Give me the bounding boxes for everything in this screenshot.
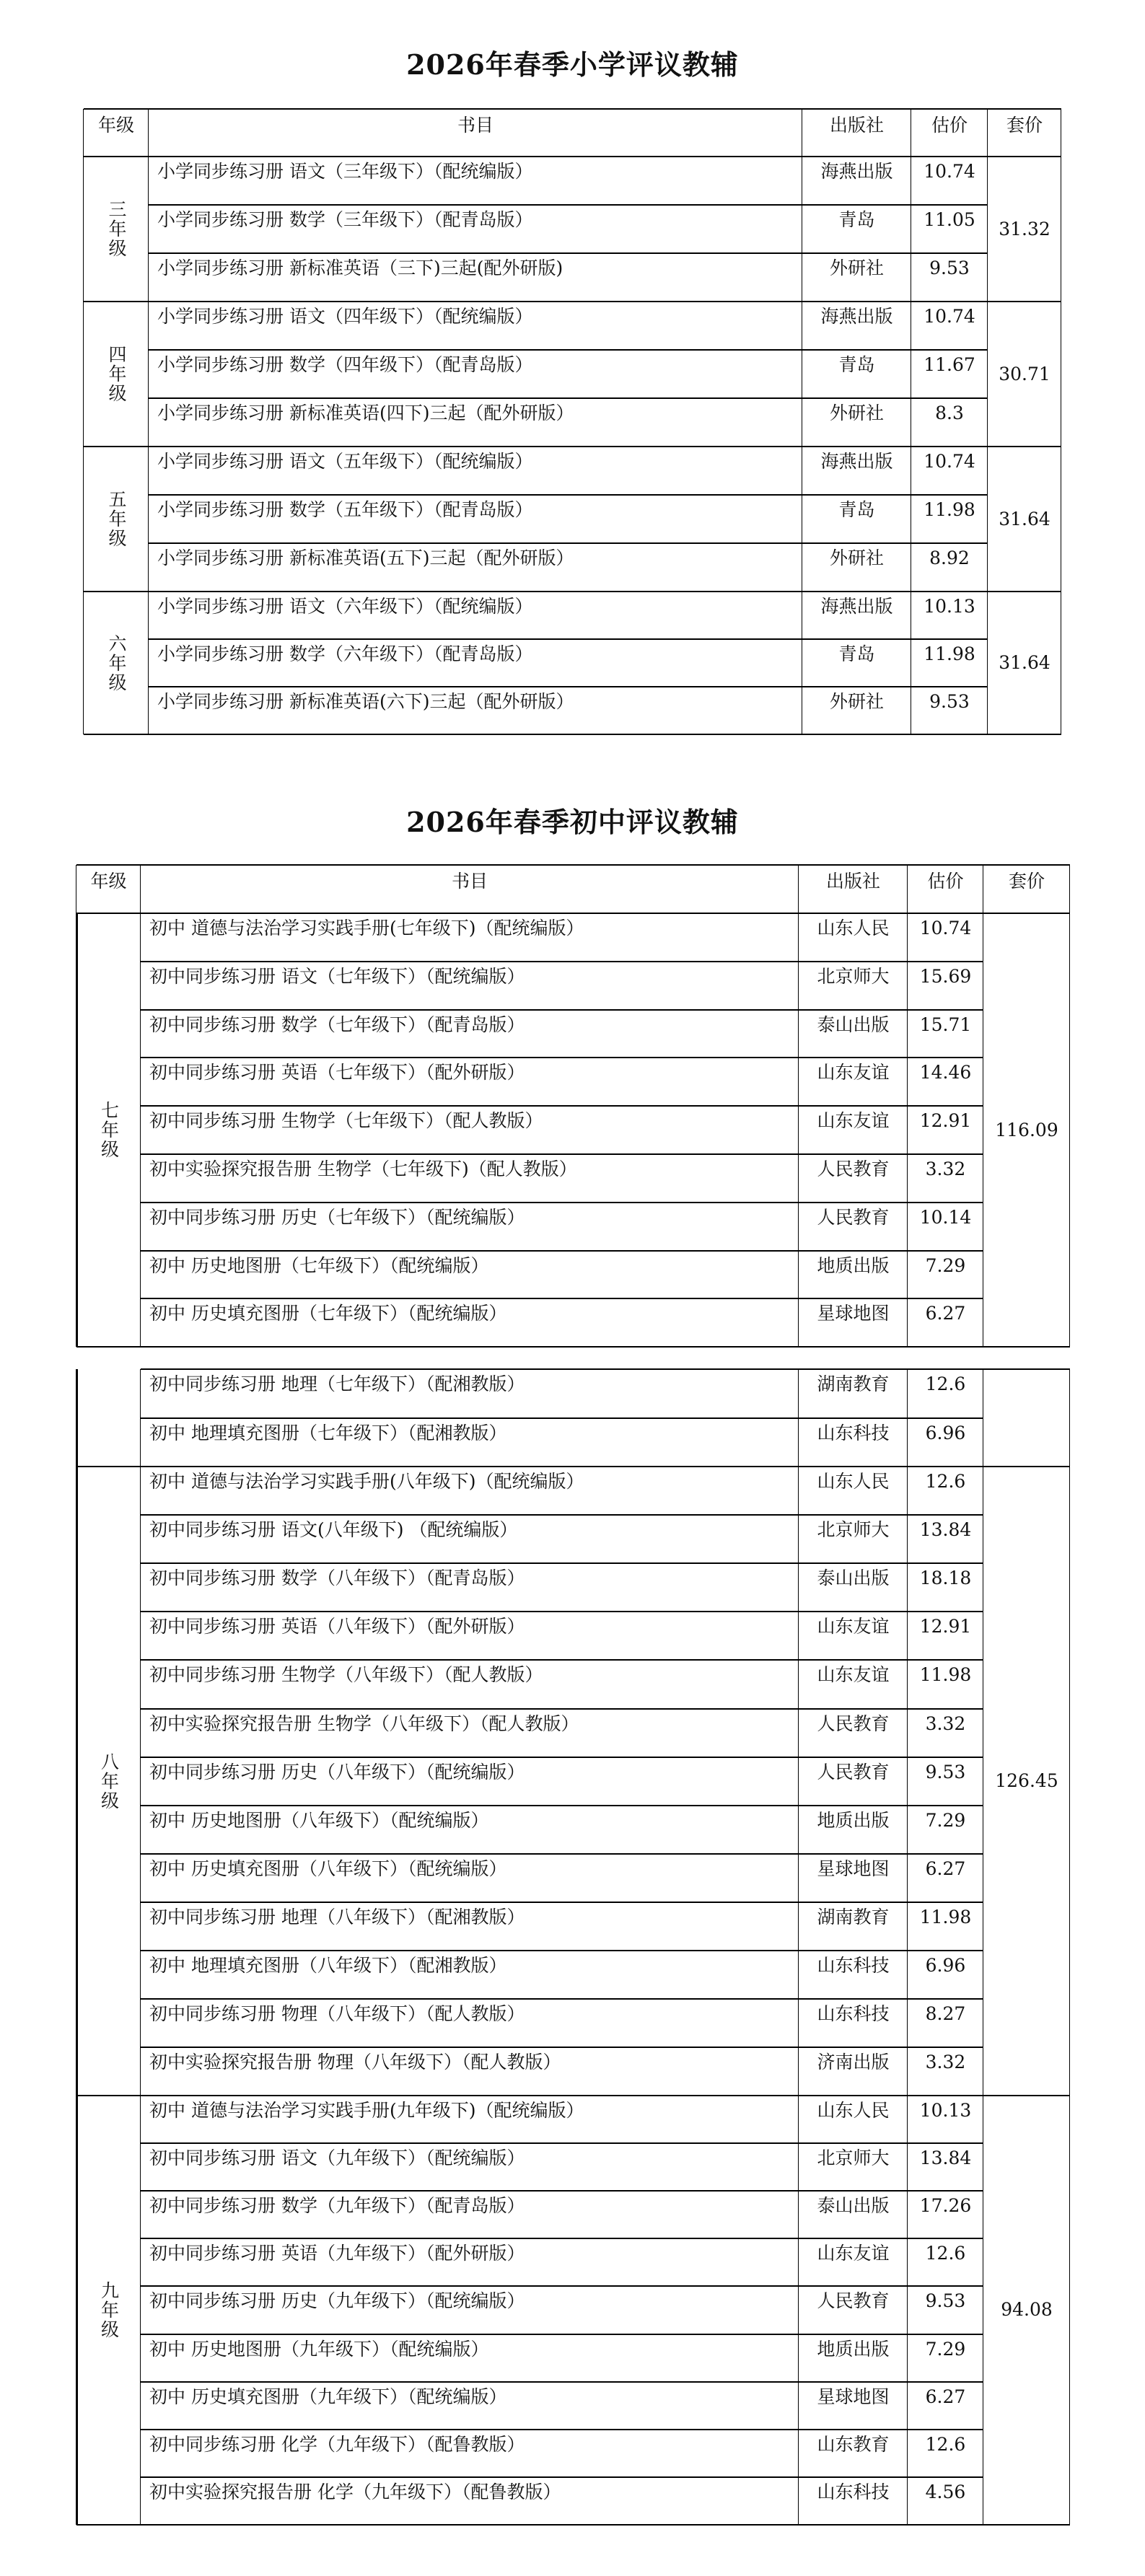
table-rule: [141, 1057, 983, 1058]
price-cell: 7.29: [925, 2338, 966, 2360]
header-publisher: 出版社: [825, 871, 880, 892]
price-cell: 9.53: [929, 691, 970, 712]
book-title-cell: 初中 道德与法治学习实践手册(九年级下)（配统编版）: [149, 2100, 584, 2121]
publisher-cell: 山东友谊: [817, 1110, 890, 1132]
price-cell: 14.46: [919, 1062, 972, 1083]
grade-label: 九年级: [98, 2280, 120, 2339]
table-rule: [149, 204, 988, 206]
publisher-cell: 星球地图: [817, 2386, 890, 2407]
price-cell: 6.27: [925, 2386, 966, 2407]
set-price-cell: [983, 1369, 1070, 1467]
publisher-cell: 青岛: [838, 209, 875, 230]
primary-table-title: 2026年春季小学评议教辅: [406, 48, 739, 81]
table-rule: [141, 1708, 983, 1710]
table-rule: [907, 2096, 908, 2525]
grade-label: 五年级: [106, 490, 127, 548]
table-rule: [83, 157, 84, 302]
publisher-cell: 海燕出版: [820, 596, 893, 617]
table-rule: [76, 913, 78, 1347]
book-title-cell: 初中同步练习册 历史（九年级下）（配统编版）: [149, 2290, 525, 2312]
table-rule: [149, 638, 988, 640]
book-title-cell: 初中同步练习册 生物学（七年级下）（配人教版）: [149, 1110, 543, 1132]
book-title-cell: 初中同步练习册 化学（九年级下）（配鲁教版）: [149, 2433, 525, 2455]
publisher-cell: 北京师大: [817, 1519, 890, 1541]
book-title-cell: 初中 历史地图册（八年级下）（配统编版）: [149, 1809, 489, 1831]
table-rule: [149, 349, 988, 351]
price-cell: 3.32: [925, 1713, 966, 1734]
book-title-cell: 小学同步练习册 语文（六年级下）（配统编版）: [157, 596, 533, 617]
publisher-cell: 星球地图: [817, 1858, 890, 1879]
publisher-cell: 泰山出版: [817, 2195, 890, 2217]
table-rule: [987, 302, 988, 447]
table-rule: [141, 2429, 983, 2430]
header-price: 估价: [927, 871, 964, 892]
header-set-price: 套价: [1008, 871, 1045, 892]
table-rule: [141, 1009, 983, 1011]
publisher-cell: 泰山出版: [817, 1568, 890, 1589]
grade-label: 六年级: [106, 633, 127, 693]
book-title-cell: 初中实验探究报告册 生物学（八年级下）（配人教版）: [149, 1713, 579, 1734]
header-set-price: 套价: [1006, 115, 1043, 136]
price-cell: 10.13: [924, 596, 975, 617]
table-rule: [141, 1298, 983, 1299]
table-rule: [141, 1417, 983, 1419]
price-cell: 8.92: [929, 548, 970, 568]
publisher-cell: 外研社: [829, 403, 884, 423]
table-rule: [141, 1514, 983, 1516]
set-price-cell: 31.64: [999, 652, 1050, 673]
table-rule: [907, 865, 908, 913]
table-rule: [148, 592, 149, 734]
price-cell: 10.13: [919, 2100, 972, 2121]
book-title-cell: 初中 道德与法治学习实践手册(八年级下)（配统编版）: [149, 1471, 584, 1492]
table-rule: [1069, 1467, 1070, 2096]
table-rule: [149, 494, 988, 496]
header-grade: 年级: [90, 871, 127, 892]
table-rule: [141, 1853, 983, 1855]
table-rule: [83, 592, 84, 734]
table-rule: [84, 734, 1061, 735]
publisher-cell: 人民教育: [817, 1159, 890, 1179]
table-rule: [141, 2381, 983, 2383]
table-rule: [141, 1105, 983, 1107]
publisher-cell: 人民教育: [817, 2290, 890, 2312]
table-rule: [76, 1346, 1070, 1348]
publisher-cell: 山东人民: [817, 2100, 890, 2121]
price-cell: 10.74: [924, 306, 975, 327]
header-book: 书目: [457, 115, 493, 136]
publisher-cell: 地质出版: [817, 1809, 890, 1831]
table-rule: [1069, 865, 1070, 913]
table-rule: [141, 1659, 983, 1661]
set-price-cell: 94.08: [1001, 2299, 1053, 2321]
book-title-cell: 小学同步练习册 语文（五年级下）（配统编版）: [157, 451, 533, 472]
table-rule: [140, 1369, 141, 1467]
price-cell: 11.05: [924, 209, 975, 230]
book-title-cell: 小学同步练习册 语文（三年级下）（配统编版）: [157, 161, 533, 182]
header-grade: 年级: [97, 115, 134, 136]
publisher-cell: 青岛: [838, 643, 875, 664]
book-title-cell: 初中 历史填充图册（七年级下）（配统编版）: [149, 1303, 507, 1324]
set-price-cell: 31.64: [999, 508, 1050, 529]
price-cell: 11.98: [924, 499, 975, 520]
table-rule: [141, 1250, 983, 1252]
price-cell: 7.29: [925, 1809, 966, 1831]
grade-cell: [84, 447, 149, 592]
publisher-cell: 外研社: [829, 258, 884, 278]
table-rule: [140, 913, 141, 1347]
book-title-cell: 初中同步练习册 生物学（八年级下）（配人教版）: [149, 1664, 543, 1686]
price-cell: 6.27: [925, 1858, 966, 1879]
book-title-cell: 初中实验探究报告册 物理（八年级下）（配人教版）: [149, 2052, 561, 2073]
price-cell: 17.26: [919, 2195, 972, 2217]
grade-cell: [76, 913, 141, 1347]
price-cell: 6.96: [925, 1422, 966, 1443]
book-title-cell: 初中 历史地图册（七年级下）（配统编版）: [149, 1254, 489, 1276]
price-cell: 12.6: [925, 1373, 966, 1394]
book-title-cell: 小学同步练习册 新标准英语（三下)三起(配外研版): [157, 258, 563, 278]
table-rule: [76, 1369, 78, 1467]
table-rule: [141, 2476, 983, 2478]
table-rule: [907, 1467, 908, 2096]
price-cell: 12.6: [925, 1471, 966, 1492]
publisher-cell: 北京师大: [817, 965, 890, 987]
price-cell: 18.18: [919, 1568, 972, 1589]
table-rule: [141, 2285, 983, 2287]
book-title-cell: 初中同步练习册 数学（七年级下）（配青岛版）: [149, 1014, 525, 1035]
table-rule: [149, 686, 988, 687]
publisher-cell: 山东科技: [817, 1422, 890, 1443]
book-title-cell: 小学同步练习册 语文（四年级下）（配统编版）: [157, 306, 533, 327]
book-title-cell: 小学同步练习册 数学（六年级下）（配青岛版）: [157, 643, 533, 664]
publisher-cell: 山东友谊: [817, 1616, 890, 1638]
publisher-cell: 海燕出版: [820, 161, 893, 182]
book-title-cell: 初中实验探究报告册 生物学（七年级下)（配人教版）: [149, 1159, 577, 1179]
book-title-cell: 初中实验探究报告册 化学（九年级下）（配鲁教版）: [149, 2481, 561, 2502]
publisher-cell: 外研社: [829, 691, 884, 712]
publisher-cell: 人民教育: [817, 1761, 890, 1782]
grade-cell: [76, 1369, 141, 1467]
book-title-cell: 初中同步练习册 语文(八年级下) （配统编版）: [149, 1519, 518, 1541]
price-cell: 8.27: [925, 2003, 966, 2025]
header-price: 估价: [931, 115, 968, 136]
table-rule: [141, 1562, 983, 1564]
book-title-cell: 初中 历史填充图册（八年级下）（配统编版）: [149, 1858, 507, 1879]
book-title-cell: 小学同步练习册 新标准英语(五下)三起（配外研版）: [157, 548, 574, 568]
book-title-cell: 初中同步练习册 英语（八年级下）（配外研版）: [149, 1616, 525, 1638]
price-cell: 8.3: [935, 403, 964, 423]
book-title-cell: 初中同步练习册 物理（八年级下）（配人教版）: [149, 2003, 525, 2025]
publisher-cell: 北京师大: [817, 2148, 890, 2169]
grade-cell: [76, 2096, 141, 2525]
table-rule: [83, 302, 84, 447]
publisher-cell: 青岛: [838, 499, 875, 520]
publisher-cell: 人民教育: [817, 1713, 890, 1734]
table-rule: [148, 302, 149, 447]
publisher-cell: 山东科技: [817, 2003, 890, 2025]
price-cell: 10.74: [924, 161, 975, 182]
table-rule: [141, 2142, 983, 2144]
price-cell: 12.6: [925, 2243, 966, 2264]
set-price-cell: 126.45: [995, 1770, 1058, 1792]
table-rule: [798, 2096, 799, 2525]
table-rule: [141, 1998, 983, 2000]
publisher-cell: 青岛: [838, 354, 875, 375]
table-rule: [83, 447, 84, 592]
publisher-cell: 海燕出版: [820, 306, 893, 327]
table-rule: [141, 1902, 983, 1903]
set-price-cell: 116.09: [995, 1119, 1058, 1140]
publisher-cell: 人民教育: [817, 1206, 890, 1228]
publisher-cell: 湖南教育: [817, 1373, 890, 1394]
table-rule: [141, 961, 983, 962]
table-rule: [83, 109, 84, 157]
table-rule: [141, 1950, 983, 1951]
price-cell: 12.91: [919, 1110, 972, 1132]
table-rule: [798, 1369, 799, 1467]
table-rule: [148, 157, 149, 302]
publisher-cell: 海燕出版: [820, 451, 893, 472]
book-title-cell: 初中同步练习册 历史（七年级下）（配统编版）: [149, 1206, 525, 1228]
price-cell: 6.27: [925, 1303, 966, 1324]
grade-cell: [84, 302, 149, 447]
price-cell: 7.29: [925, 1254, 966, 1276]
table-rule: [141, 1757, 983, 1758]
set-price-cell: 30.71: [999, 363, 1050, 384]
book-title-cell: 初中 地理填充图册（八年级下）（配湘教版）: [149, 1955, 507, 1976]
grade-label: 七年级: [98, 1101, 120, 1160]
book-title-cell: 初中同步练习册 语文（九年级下）（配统编版）: [149, 2148, 525, 2169]
set-price-cell: 31.32: [999, 218, 1050, 239]
table-rule: [148, 109, 149, 157]
book-title-cell: 初中同步练习册 地理（七年级下）（配湘教版）: [149, 1373, 525, 1394]
price-cell: 11.98: [924, 643, 975, 664]
table-rule: [1069, 913, 1070, 1347]
grade-label: 三年级: [106, 200, 127, 258]
table-rule: [141, 1611, 983, 1612]
book-title-cell: 小学同步练习册 数学（四年级下）（配青岛版）: [157, 354, 533, 375]
book-title-cell: 初中同步练习册 英语（七年级下）（配外研版）: [149, 1062, 525, 1083]
price-cell: 12.6: [925, 2433, 966, 2455]
price-cell: 3.32: [925, 1159, 966, 1179]
book-title-cell: 初中同步练习册 英语（九年级下）（配外研版）: [149, 2243, 525, 2264]
publisher-cell: 泰山出版: [817, 1014, 890, 1035]
book-title-cell: 初中 历史地图册（九年级下）（配统编版）: [149, 2338, 489, 2360]
table-rule: [141, 2047, 983, 2048]
table-rule: [798, 865, 799, 913]
grade-cell: [84, 592, 149, 734]
price-cell: 9.53: [925, 1761, 966, 1782]
price-cell: 6.96: [925, 1955, 966, 1976]
publisher-cell: 山东人民: [817, 918, 890, 938]
price-cell: 11.67: [924, 354, 975, 375]
price-cell: 15.71: [919, 1014, 972, 1035]
grade-cell: [84, 157, 149, 302]
price-cell: 9.53: [929, 258, 970, 278]
table-rule: [987, 157, 988, 302]
header-book: 书目: [451, 871, 488, 892]
table-rule: [987, 447, 988, 592]
table-rule: [141, 2334, 983, 2335]
table-rule: [141, 1202, 983, 1203]
book-title-cell: 初中同步练习册 数学（八年级下）（配青岛版）: [149, 1568, 525, 1589]
publisher-cell: 外研社: [829, 548, 884, 568]
table-rule: [76, 2096, 78, 2525]
grade-cell: [76, 1467, 141, 2096]
book-title-cell: 初中 地理填充图册（七年级下）（配湘教版）: [149, 1422, 507, 1443]
table-rule: [140, 865, 141, 913]
publisher-cell: 山东友谊: [817, 2243, 890, 2264]
price-cell: 9.53: [925, 2290, 966, 2312]
table-rule: [798, 1467, 799, 2096]
price-cell: 10.74: [919, 918, 972, 938]
table-rule: [141, 1153, 983, 1155]
price-cell: 15.69: [919, 965, 972, 987]
price-cell: 12.91: [919, 1616, 972, 1638]
book-title-cell: 小学同步练习册 新标准英语(四下)三起（配外研版）: [157, 403, 574, 423]
price-cell: 11.98: [919, 1664, 972, 1686]
publisher-cell: 湖南教育: [817, 1906, 890, 1927]
publisher-cell: 山东教育: [817, 2433, 890, 2455]
book-title-cell: 初中 历史填充图册（九年级下）（配统编版）: [149, 2386, 507, 2407]
table-rule: [149, 252, 988, 254]
book-title-cell: 小学同步练习册 数学（五年级下）（配青岛版）: [157, 499, 533, 520]
price-cell: 10.74: [924, 451, 975, 472]
publisher-cell: 济南出版: [817, 2052, 890, 2073]
book-title-cell: 小学同步练习册 数学（三年级下）（配青岛版）: [157, 209, 533, 230]
table-rule: [1069, 2096, 1070, 2525]
book-title-cell: 初中同步练习册 历史（八年级下）（配统编版）: [149, 1761, 525, 1782]
table-rule: [907, 913, 908, 1347]
header-publisher: 出版社: [829, 115, 884, 136]
table-rule: [987, 109, 988, 157]
price-cell: 10.14: [919, 1206, 972, 1228]
table-rule: [76, 2524, 1070, 2526]
table-rule: [148, 447, 149, 592]
junior-table-title: 2026年春季初中评议教辅: [406, 806, 739, 838]
price-cell: 3.32: [925, 2052, 966, 2073]
table-rule: [76, 1467, 78, 2096]
book-title-cell: 小学同步练习册 新标准英语(六下)三起（配外研版）: [157, 691, 574, 712]
book-title-cell: 初中 道德与法治学习实践手册(七年级下)（配统编版）: [149, 918, 584, 938]
grade-label: 四年级: [106, 345, 127, 403]
book-title-cell: 初中同步练习册 语文（七年级下）（配统编版）: [149, 965, 525, 987]
publisher-cell: 山东友谊: [817, 1664, 890, 1686]
table-rule: [798, 913, 799, 1347]
table-rule: [140, 1467, 141, 2096]
publisher-cell: 山东科技: [817, 1955, 890, 1976]
table-rule: [141, 2238, 983, 2239]
price-cell: 13.84: [919, 1519, 972, 1541]
table-rule: [140, 2096, 141, 2525]
book-title-cell: 初中同步练习册 地理（八年级下）（配湘教版）: [149, 1906, 525, 1927]
table-rule: [987, 592, 988, 734]
grade-label: 八年级: [98, 1751, 120, 1811]
table-rule: [141, 1805, 983, 1806]
table-rule: [1069, 1369, 1070, 1467]
table-rule: [149, 397, 988, 399]
book-title-cell: 初中同步练习册 数学（九年级下）（配青岛版）: [149, 2195, 525, 2217]
table-rule: [149, 542, 988, 544]
publisher-cell: 地质出版: [817, 2338, 890, 2360]
price-cell: 13.84: [919, 2148, 972, 2169]
price-cell: 4.56: [925, 2481, 966, 2502]
table-rule: [907, 1369, 908, 1467]
publisher-cell: 山东友谊: [817, 1062, 890, 1083]
publisher-cell: 山东人民: [817, 1471, 890, 1492]
price-cell: 11.98: [919, 1906, 972, 1927]
publisher-cell: 地质出版: [817, 1254, 890, 1276]
table-rule: [141, 2190, 983, 2192]
publisher-cell: 山东科技: [817, 2481, 890, 2502]
publisher-cell: 星球地图: [817, 1303, 890, 1324]
